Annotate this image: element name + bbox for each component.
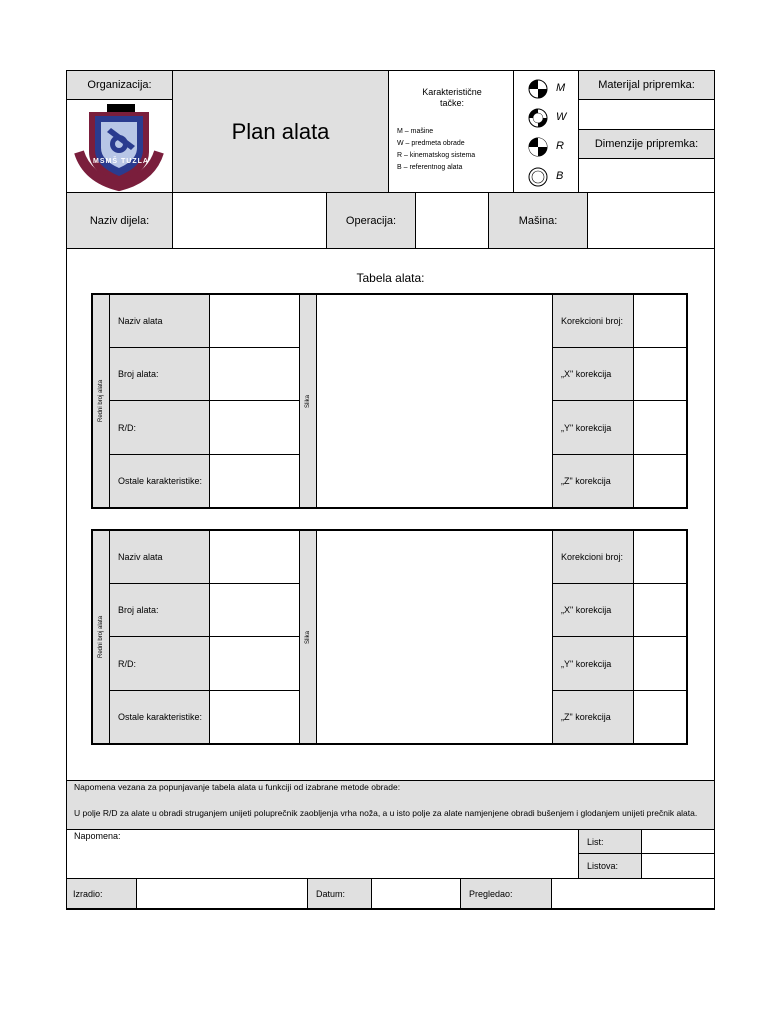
datum-label: Datum: <box>307 878 372 909</box>
mark-m: M <box>556 82 566 94</box>
listova-label: Listova: <box>578 853 642 879</box>
fill-instructions <box>66 780 715 830</box>
tool-1-naziv-field[interactable] <box>209 294 300 348</box>
tool-1-rd-label: R/D: <box>109 400 210 455</box>
point-r: R – kinematskog sistema <box>397 152 476 159</box>
point-w: W – predmeta obrade <box>397 140 465 147</box>
marks-cell <box>513 70 579 193</box>
mark-r: R <box>556 140 564 152</box>
tool-reference-icon <box>528 167 548 192</box>
karakteristicne-cell <box>388 70 514 193</box>
tool-1-broj-label: Broj alata: <box>109 347 210 401</box>
pregledao-label: Pregledao: <box>460 878 552 909</box>
napomena-label: Napomena: <box>74 831 121 841</box>
tool-1-y-field[interactable] <box>633 400 687 455</box>
masina-field[interactable] <box>587 192 715 249</box>
tool-1-korekcioni-field[interactable] <box>633 294 687 348</box>
materijal-label: Materijal pripremka: <box>578 70 715 100</box>
point-b: B – referentnog alata <box>397 164 463 171</box>
tool-2-x-field[interactable] <box>633 583 687 637</box>
naziv-dijela-label: Naziv dijela: <box>66 192 173 249</box>
listova-field[interactable] <box>641 853 715 879</box>
tool-2-side-label: Redni broj alata <box>92 530 110 744</box>
tool-2-rd-field[interactable] <box>209 636 300 691</box>
school-logo <box>67 100 172 192</box>
pregledao-field[interactable] <box>551 878 715 909</box>
tool-1-x-label: „X" korekcija <box>552 347 634 401</box>
tool-1-y-label: „Y" korekcija <box>552 400 634 455</box>
machine-point-icon <box>528 79 548 104</box>
materijal-field[interactable] <box>578 99 715 130</box>
tool-1-rd-field[interactable] <box>209 400 300 455</box>
izradio-label: Izradio: <box>66 878 137 909</box>
organizacija-label: Organizacija: <box>66 70 173 100</box>
masina-label: Mašina: <box>488 192 588 249</box>
datum-field[interactable] <box>371 878 461 909</box>
list-field[interactable] <box>641 829 715 854</box>
tool-1-z-field[interactable] <box>633 454 687 508</box>
tool-2-image-label: Slika <box>299 530 317 744</box>
tool-1-x-field[interactable] <box>633 347 687 401</box>
operacija-label: Operacija: <box>326 192 416 249</box>
workpiece-point-icon <box>528 108 548 133</box>
tool-1-z-label: „Z" korekcija <box>552 454 634 508</box>
tool-2-ostale-field[interactable] <box>209 690 300 744</box>
naziv-dijela-field[interactable] <box>172 192 327 249</box>
izradio-field[interactable] <box>136 878 308 909</box>
tool-1-side-label: Redni broj alata <box>92 294 110 508</box>
tool-2-y-label: „Y" korekcija <box>552 636 634 691</box>
tool-2-z-field[interactable] <box>633 690 687 744</box>
tool-1-ostale-label: Ostale karakteristike: <box>109 454 210 508</box>
tool-1-ostale-field[interactable] <box>209 454 300 508</box>
mark-b: B <box>556 170 564 182</box>
tool-1-image-area[interactable] <box>316 294 553 508</box>
napomena-field[interactable] <box>66 829 579 879</box>
tool-2-naziv-label: Naziv alata <box>109 530 210 584</box>
points-list <box>397 126 475 174</box>
mark-w: W <box>556 111 567 123</box>
tool-1-image-label: Slika <box>299 294 317 508</box>
tool-2-naziv-field[interactable] <box>209 530 300 584</box>
point-m: M – mašine <box>397 128 434 135</box>
tool-2-rd-label: R/D: <box>109 636 210 691</box>
tool-2-y-field[interactable] <box>633 636 687 691</box>
tool-2-x-label: „X" korekcija <box>552 583 634 637</box>
tool-2-korekcioni-field[interactable] <box>633 530 687 584</box>
tool-2-broj-field[interactable] <box>209 583 300 637</box>
logo-text: MSMŠ TUZLA <box>93 158 149 165</box>
dimenzije-label: Dimenzije pripremka: <box>578 129 715 159</box>
tabela-title: Tabela alata: <box>356 271 425 285</box>
tool-2-image-area[interactable] <box>316 530 553 744</box>
page-title: Plan alata <box>172 70 389 193</box>
tool-2-broj-label: Broj alata: <box>109 583 210 637</box>
operacija-field[interactable] <box>415 192 489 249</box>
tool-1-korekcioni-label: Korekcioni broj: <box>552 294 634 348</box>
tool-2-z-label: „Z" korekcija <box>552 690 634 744</box>
instructions-text: U polje R/D za alate u obradi struganjem unijeti poluprečnik zaobljenja vrha noža, a u isto polje za alate namjenjene obradi bušenjem i glodanjem unijeti prečnik alata. <box>74 808 698 818</box>
instructions-heading: Napomena vezana za popunjavanje tabela alata u funkciji od izabrane metode obrade: <box>74 782 401 792</box>
tool-2-ostale-label: Ostale karakteristike: <box>109 690 210 744</box>
dimenzije-field[interactable] <box>578 158 715 193</box>
tool-1-broj-field[interactable] <box>209 347 300 401</box>
list-label: List: <box>578 829 642 854</box>
karakteristicne-title: Karakteristične tačke: <box>422 87 482 108</box>
reference-point-icon <box>528 137 548 162</box>
logo-cell <box>66 99 173 193</box>
tool-2-korekcioni-label: Korekcioni broj: <box>552 530 634 584</box>
tool-1-naziv-label: Naziv alata <box>109 294 210 348</box>
